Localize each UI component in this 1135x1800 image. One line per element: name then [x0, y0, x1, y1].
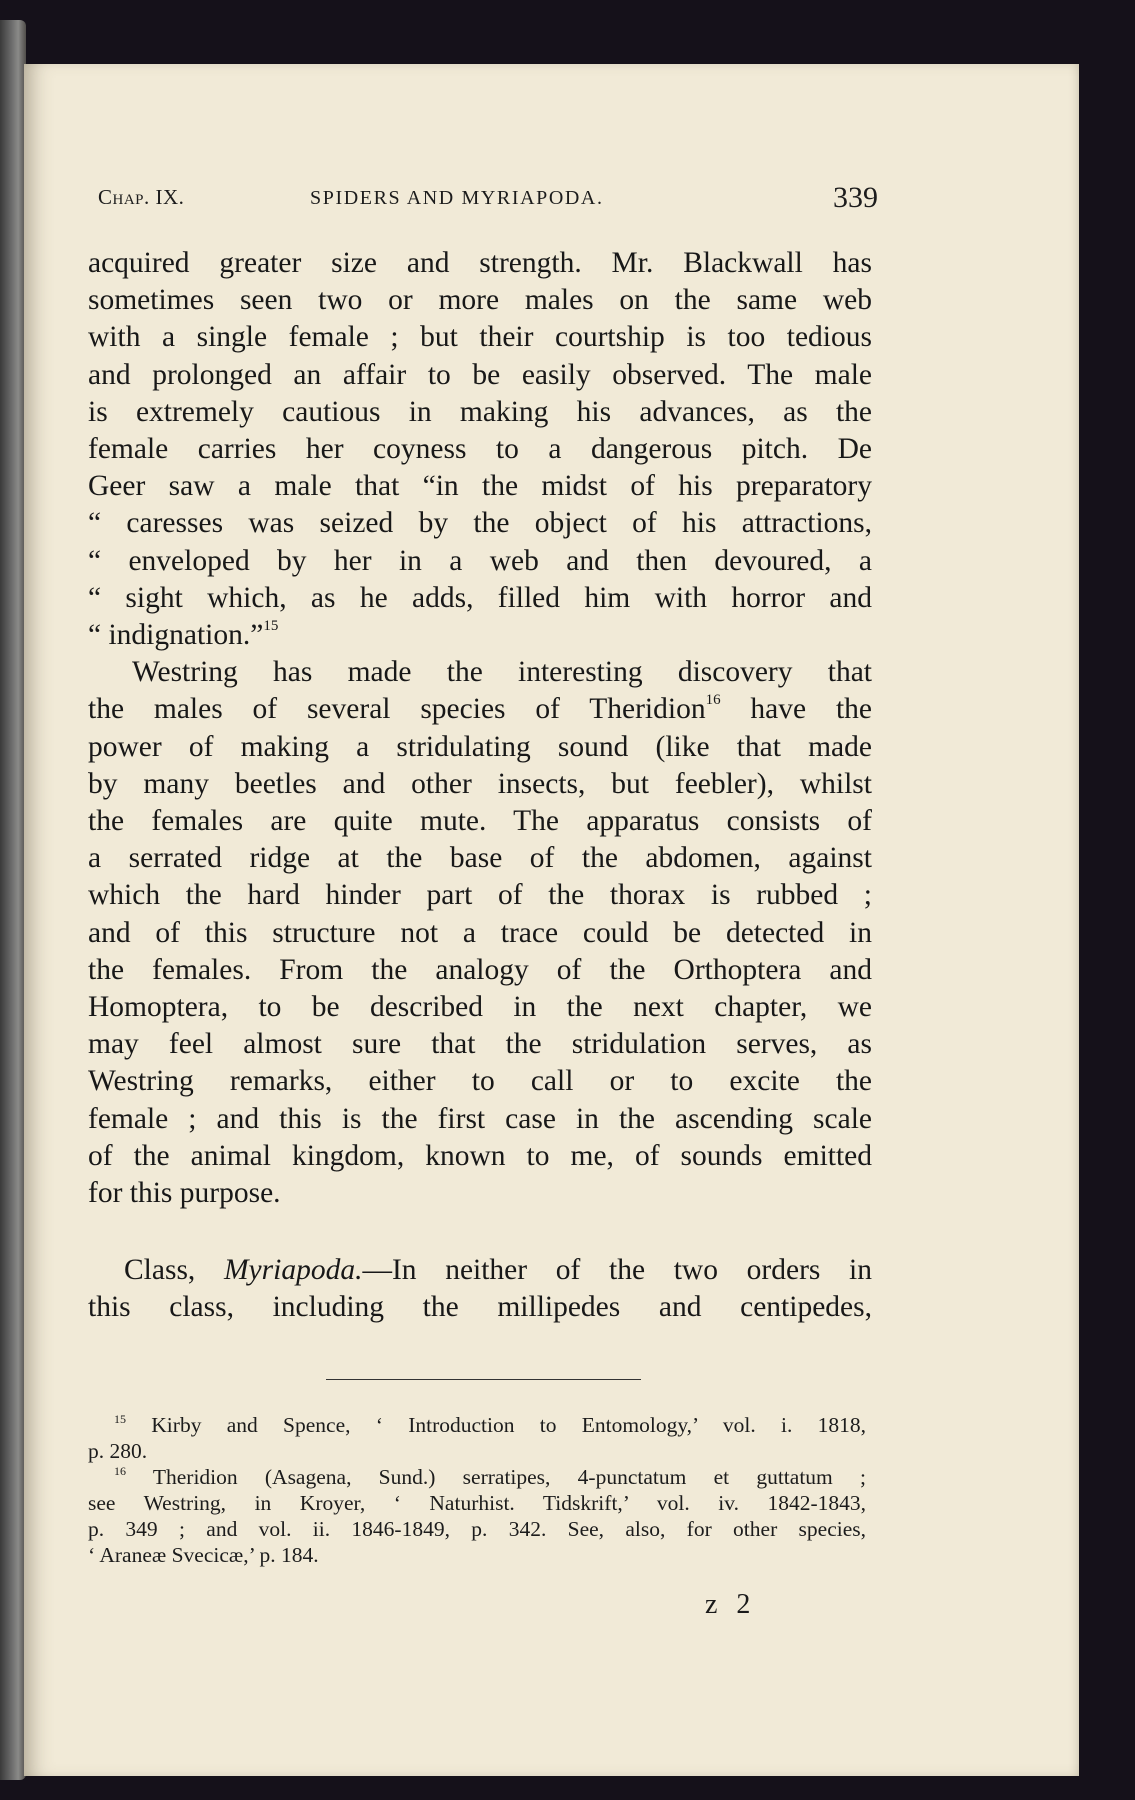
text-line: Geer saw a male that “in the midst of his preparatory	[88, 470, 872, 503]
text-line: the females. From the analogy of the Orthoptera and	[88, 953, 872, 986]
text-line: ‘ Araneæ Svecicæ,’ p. 184.	[88, 1543, 319, 1567]
text-line: Westring remarks, either to call or to excite the	[88, 1065, 872, 1098]
paragraph-2	[88, 654, 872, 1212]
text-line: power of making a stridulating sound (like that made	[88, 730, 872, 763]
text-line: by many beetles and other insects, but feebler), whilst	[88, 767, 872, 800]
text-line: “ caresses was seized by the object of his attractions,	[88, 507, 872, 540]
text-line: see Westring, in Kroyer, ‘ Naturhist. Tidskrift,’ vol. iv. 1842-1843,	[88, 1491, 866, 1515]
text-line: a serrated ridge at the base of the abdomen, against	[88, 842, 872, 875]
paragraph-1	[88, 245, 872, 654]
footnote-divider	[326, 1379, 641, 1380]
text-line: and of this structure not a trace could be detected in	[88, 916, 872, 949]
text-line: of the animal kingdom, known to me, of sounds emitted	[88, 1139, 872, 1172]
text-line	[88, 1412, 866, 1438]
text-fragment: —In neither of the two orders in	[362, 1254, 872, 1287]
page-number: 339	[833, 181, 878, 214]
text-line: “ enveloped by her in a web and then devoured, a	[88, 544, 872, 577]
text-line	[88, 1252, 872, 1289]
text-line: for this purpose.	[88, 1177, 281, 1210]
text-line: and prolonged an affair to be easily observed. The male	[88, 358, 872, 391]
text-fragment: Kirby and Spence, ‘ Introduction to Entomology,’ vol. i. 1818,	[151, 1413, 867, 1437]
footnote-number: 16	[114, 1464, 126, 1478]
text-line: acquired greater size and strength. Mr. Blackwall has	[88, 247, 872, 279]
footnote-16	[88, 1464, 866, 1568]
book-spine-edge	[0, 20, 26, 1780]
text-line: with a single female ; but their courtship is too tedious	[88, 321, 872, 354]
running-header	[98, 181, 878, 225]
text-fragment: Class,	[124, 1254, 224, 1287]
signature-mark: z 2	[705, 1589, 757, 1620]
text-line: is extremely cautious in making his advances, as the	[88, 395, 872, 428]
footnote-ref-16[interactable]: 16	[705, 692, 721, 709]
text-fragment: the males of several species of Theridion	[88, 693, 706, 726]
text-line: “ sight which, as he adds, filled him with horror and	[88, 581, 872, 614]
text-line	[88, 617, 872, 654]
text-line: female carries her coyness to a dangerous pitch. De	[88, 433, 872, 466]
text-fragment: Theridion (Asagena, Sund.) serratipes, 4-punctatum et guttatum ;	[152, 1465, 866, 1489]
chapter-label: Chap. IX.	[98, 185, 185, 209]
text-line: Westring has made the interesting discovery that	[132, 656, 872, 689]
text-line: female ; and this is the first case in the ascending scale	[88, 1102, 872, 1135]
text-fragment: “ indignation.”	[88, 619, 264, 652]
text-line: p. 349 ; and vol. ii. 1846-1849, p. 342. See, also, for other species,	[88, 1517, 866, 1541]
text-line: may feel almost sure that the stridulation serves, as	[88, 1028, 872, 1061]
footnote-ref-15[interactable]: 15	[263, 618, 279, 635]
text-line: which the hard hinder part of the thorax is rubbed ;	[88, 879, 872, 912]
footnote-15	[88, 1412, 866, 1464]
text-line	[88, 691, 872, 728]
text-line: this class, including the millipedes and centipedes,	[88, 1291, 872, 1324]
text-line: Homoptera, to be described in the next chapter, we	[88, 991, 872, 1024]
text-line	[88, 1464, 866, 1490]
text-line: p. 280.	[88, 1439, 148, 1463]
running-title: SPIDERS AND MYRIAPODA.	[310, 187, 604, 209]
footnotes	[88, 1412, 866, 1568]
text-fragment: have the	[720, 693, 872, 726]
paragraph-3	[88, 1252, 872, 1326]
text-line: the females are quite mute. The apparatus consists of	[88, 805, 872, 838]
taxon-name: Myriapoda.	[223, 1254, 363, 1287]
text-line: sometimes seen two or more males on the same web	[88, 284, 872, 317]
main-text	[88, 245, 872, 1327]
footnote-number: 15	[114, 1412, 126, 1426]
